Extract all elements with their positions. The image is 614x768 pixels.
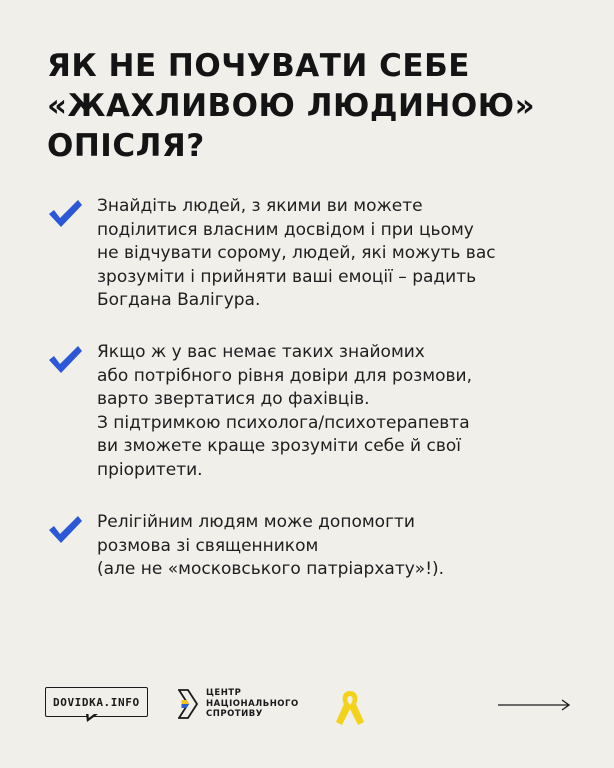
page-title bbox=[47, 46, 587, 166]
advice-text-3 bbox=[97, 511, 567, 582]
arrow-right-icon[interactable] bbox=[498, 699, 570, 711]
title-line-1: ЯК НЕ ПОЧУВАТИ СЕБЕ bbox=[47, 48, 470, 84]
checkmark-icon bbox=[47, 513, 83, 545]
advice-2-line-2: або потрібного рівня довіри для розмови, bbox=[97, 365, 472, 386]
advice-1-line-4: зрозуміти і прийняти ваші емоції – радить bbox=[97, 266, 477, 287]
advice-3-line-3: (але не «московського патріархату»!). bbox=[97, 559, 445, 579]
cns-line-2: НАЦІОНАЛЬНОГО bbox=[206, 698, 299, 709]
cns-line-3: СПРОТИВУ bbox=[206, 709, 263, 719]
title-line-2: «ЖАХЛИВОЮ ЛЮДИНОЮ» bbox=[47, 88, 536, 124]
advice-1-line-3: не відчувати сорому, людей, які можуть вас bbox=[97, 243, 496, 263]
advice-1-line-2: поділитися власним досвідом і при цьому bbox=[97, 219, 474, 240]
advice-2-line-5: ви зможете краще зрозуміти себе й свої bbox=[97, 436, 461, 456]
title-line-3: ОПІСЛЯ? bbox=[47, 128, 205, 164]
dovidka-logo[interactable] bbox=[45, 687, 148, 717]
advice-2-line-3: варто звертатися до фахівців. bbox=[97, 389, 370, 409]
advice-text-1 bbox=[97, 195, 567, 313]
advice-text-2 bbox=[97, 341, 567, 482]
resistance-center-name bbox=[206, 688, 299, 720]
national-resistance-center-logo[interactable] bbox=[178, 688, 299, 720]
advice-3-line-1: Релігійним людям може допомогти bbox=[97, 512, 415, 532]
advice-2-line-6: пріоритети. bbox=[97, 459, 203, 480]
checkmark-icon bbox=[47, 197, 83, 229]
advice-2-line-1: Якщо ж у вас немає таких знайомих bbox=[97, 342, 425, 362]
advice-2-line-4: З підтримкою психолога/психотерапевта bbox=[97, 412, 470, 433]
checkmark-icon bbox=[47, 343, 83, 375]
dovidka-logo-text: DOVIDKA.INFO bbox=[53, 695, 140, 709]
resistance-center-icon bbox=[178, 689, 200, 719]
advice-1-line-5: Богдана Валігура. bbox=[97, 290, 261, 310]
advice-3-line-2: розмова зі священником bbox=[97, 535, 319, 556]
speech-tail-icon bbox=[86, 714, 98, 723]
cns-line-1: ЦЕНТР bbox=[206, 688, 242, 698]
yellow-ribbon-icon bbox=[333, 689, 367, 727]
advice-1-line-1: Знайдіть людей, з якими ви можете bbox=[97, 196, 423, 216]
